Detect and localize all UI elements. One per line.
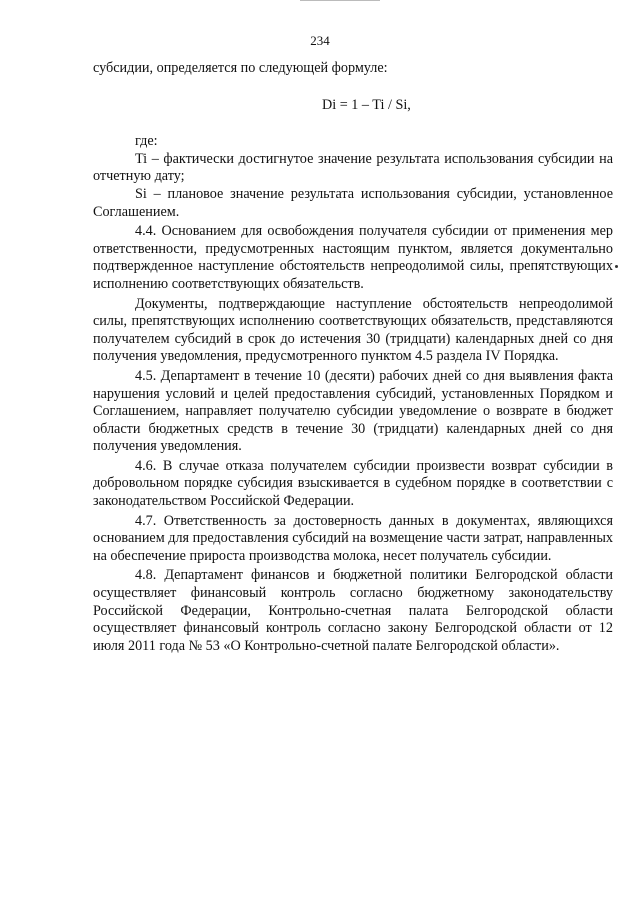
paragraph-4-8: 4.8. Департамент финансов и бюджетной политики Белгородской области осуществляет финансовый контроль согласно бюджетному законодательству Российской Федерации, Контрольно-счетная палата Белгородской области осуществляет финансовый контроль согласно закону Белгородской области от 12 июля 2011 года № 53 «О Контрольно-счетной палате Белгородской области». xyxy=(93,567,613,654)
paragraph-4-4: 4.4. Основанием для освобождения получателя субсидии от применения мер ответственности, предусмотренных настоящим пунктом, является документально подтвержденное наступление обстоятельств непреодолимой силы, препятствующих исполнению соответствующих обязательств. xyxy=(93,223,613,292)
paragraph-intro: субсидии, определяется по следующей формуле: xyxy=(93,60,388,76)
definition-ti: Ti – фактически достигнутое значение результата использования субсидии на отчетную дату; xyxy=(93,150,613,185)
paragraph-4-7: 4.7. Ответственность за достоверность данных в документах, являющихся основанием для предоставления субсидий на возмещение части затрат, направленных на обеспечение прироста производства молока, несет получатель субсидии. xyxy=(93,512,613,564)
paragraph-documents: Документы, подтверждающие наступление обстоятельств непреодолимой силы, препятствующих исполнению соответствующих обязательств, представляются получателем субсидий в срок до истечения 30 (тридцати) календарных дней со дня получения уведомления, предусмотренного пунктом 4.5 раздела IV Порядка. xyxy=(93,295,613,365)
scan-edge-mark xyxy=(300,0,380,1)
paragraph-4-6: 4.6. В случае отказа получателем субсидии произвести возврат субсидии в добровольном порядке субсидия взыскивается в судебном порядке в соответствии с законодательством Российской Федерации. xyxy=(93,457,613,510)
page-number: 234 xyxy=(310,33,330,48)
definition-si: Si – плановое значение результата использования субсидии, установленное Соглашением. xyxy=(93,185,613,220)
scan-dot xyxy=(615,265,618,268)
formula: Di = 1 – Ti / Si, xyxy=(322,96,411,113)
document-body xyxy=(93,60,613,655)
paragraph-where: где: xyxy=(135,133,158,150)
paragraph-4-5: 4.5. Департамент в течение 10 (десяти) рабочих дней со дня выявления факта нарушения условий и целей предоставления субсидий, установленных Порядком и Соглашением, направляет получателю субсидии уведомление о возврате в бюджет области бюджетных средств в течение 30 (тридцати) календарных дней со дня получения уведомления. xyxy=(93,367,613,455)
